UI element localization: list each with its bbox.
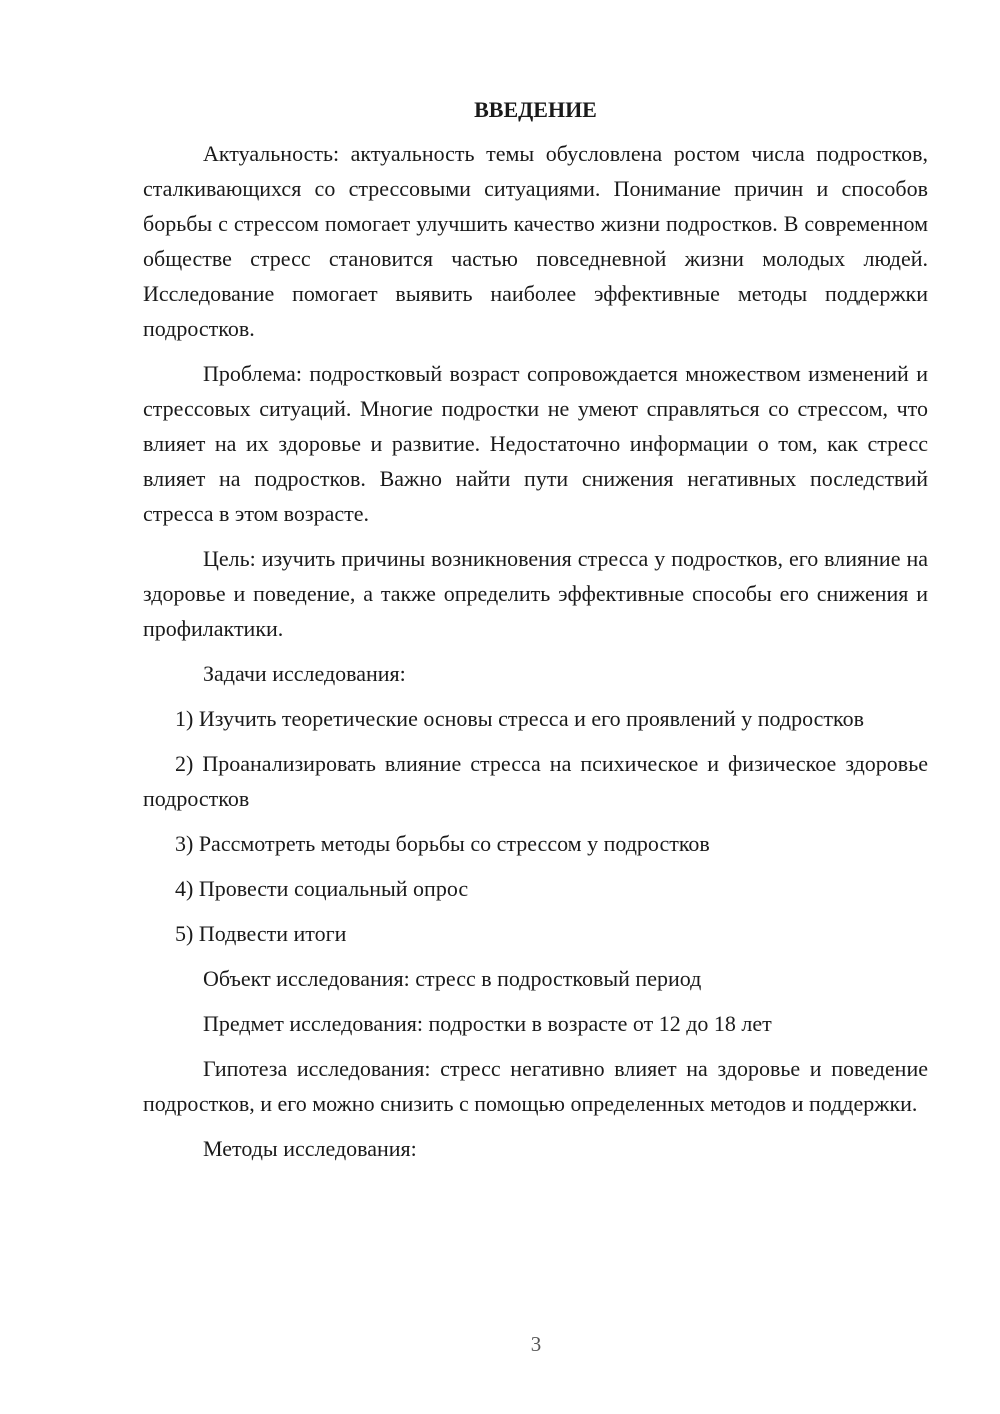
- goal-paragraph: Цель: изучить причины возникновения стресса у подростков, его влияние на здоровье и поведение, а также определить эффективные способы его снижения и профилактики.: [143, 546, 928, 641]
- methods-heading: Методы исследования:: [203, 1136, 417, 1161]
- hypothesis-paragraph: Гипотеза исследования: стресс негативно влияет на здоровье и поведение подростков, и его можно снизить с помощью определенных методов и поддержки.: [143, 1056, 928, 1116]
- relevance-paragraph: Актуальность: актуальность темы обусловлена ростом числа подростков, сталкивающихся со стрессовыми ситуациями. Понимание причин и способов борьбы с стрессом помогает улучшить качество жизни подростков. В современном обществе стресс становится частью повседневной жизни молодых людей. Исследование помогает выявить наиболее эффективные методы поддержки подростков.: [143, 141, 928, 341]
- task-item-1: 1) Изучить теоретические основы стресса и его проявлений у подростков: [175, 706, 864, 731]
- document-page: [143, 92, 928, 1176]
- task-item-4: 4) Провести социальный опрос: [175, 876, 469, 901]
- tasks-heading: Задачи исследования:: [203, 661, 406, 686]
- page-number: 3: [530, 1332, 542, 1356]
- object-paragraph: Объект исследования: стресс в подростковый период: [203, 966, 702, 991]
- task-item-2: 2) Проанализировать влияние стресса на психическое и физическое здоровье подростков: [143, 751, 928, 811]
- problem-paragraph: Проблема: подростковый возраст сопровождается множеством изменений и стрессовых ситуаций. Многие подростки не умеют справляться со стрессом, что влияет на их здоровье и развитие. Недостаточно информации о том, как стресс влияет на подростков. Важно найти пути снижения негативных последствий стресса в этом возрасте.: [143, 361, 928, 526]
- section-title: ВВЕДЕНИЕ: [474, 97, 597, 122]
- subject-paragraph: Предмет исследования: подростки в возрасте от 12 до 18 лет: [203, 1011, 772, 1036]
- task-item-3: 3) Рассмотреть методы борьбы со стрессом у подростков: [175, 831, 710, 856]
- task-item-5: 5) Подвести итоги: [175, 921, 347, 946]
